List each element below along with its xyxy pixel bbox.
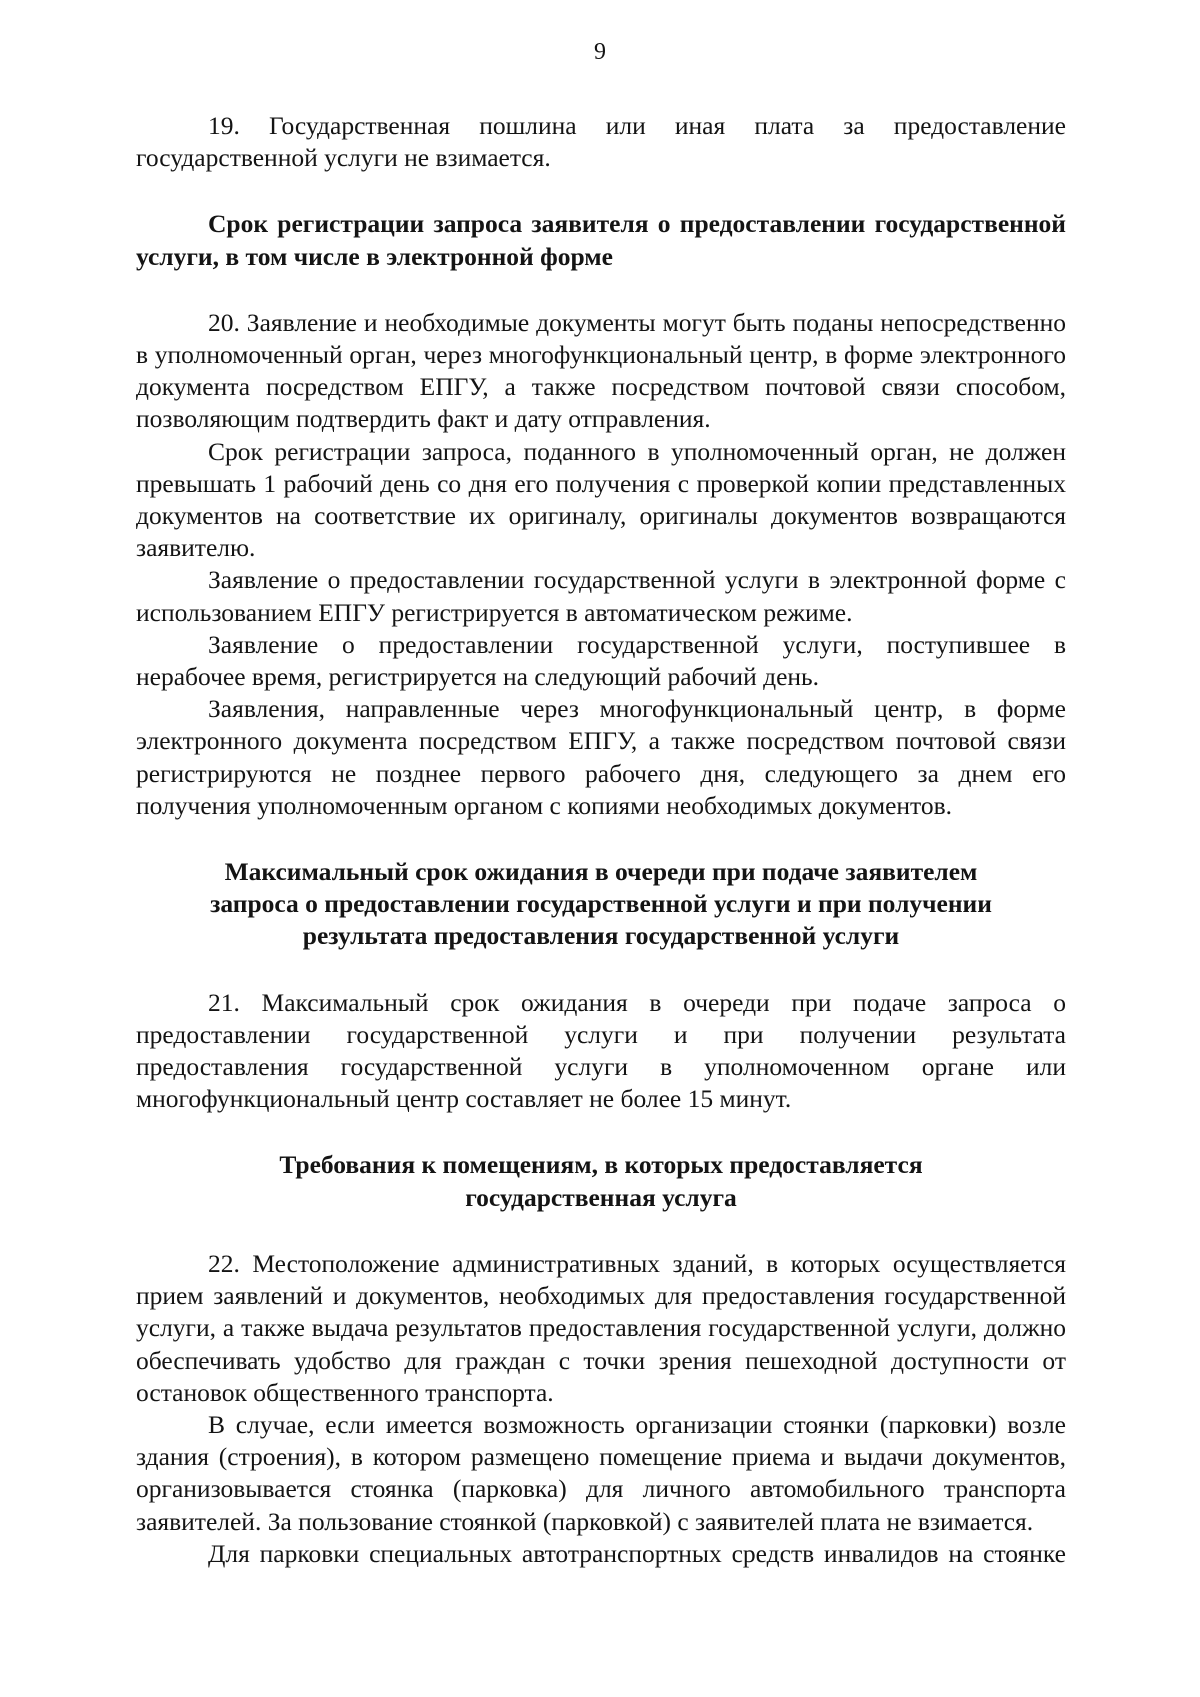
heading-line: государственная услуга [465,1182,737,1212]
paragraph-21: 21. Максимальный срок ожидания в очереди при подаче запроса о предоставлении государственной услуги и при получении результата предоставления государственной услуги в уполномоченном органе или многофункциональный центр составляет не более 15 минут. [136,987,1066,1114]
paragraph-19: 19. Государственная пошлина или иная плата за предоставление государственной услуги не взимается. [136,111,1066,173]
paragraph-registration-deadline: Срок регистрации запроса, поданного в уполномоченный орган, не должен превышать 1 рабочий день со дня его получения с проверкой копии представленных документов на соответствие их оригиналу, оригиналы документов возвращаются заявителю. [136,436,1066,563]
heading-line: Максимальный срок ожидания в очереди при подаче заявителем [224,857,978,887]
paragraph-20: 20. Заявление и необходимые документы могут быть поданы непосредственно в уполномоченный орган, через многофункциональный центр, в форме электронного документа посредством ЕПГУ, а также посредством почтовой связи способом, позволяющим подтвердить факт и дату отправления. [136,307,1066,434]
section-heading-queue-waiting [136,856,1066,953]
section-heading-premises-requirements [136,1149,1066,1213]
paragraph-electronic-registration: Заявление о предоставлении государственной услуги в электронной форме с использованием ЕПГУ регистрируется в автоматическом режиме. [136,565,1066,627]
paragraph-non-working-time: Заявление о предоставлении государственной услуги, поступившее в нерабочее время, регистрируется на следующий рабочий день. [136,629,1066,692]
heading-line: Требования к помещениям, в которых предоставляется [279,1150,923,1180]
document-body [136,110,1066,1570]
paragraph-disabled-parking: Для парковки специальных автотранспортных средств инвалидов на стоянке [208,1538,1066,1568]
heading-line: запроса о предоставлении государственной услуги и при получении [210,889,992,919]
page-number: 9 [594,39,606,65]
paragraph-parking: В случае, если имеется возможность организации стоянки (парковки) возле здания (строения), в котором размещено помещение приема и выдачи документов, организовывается стоянка (парковка) для личного автомобильного транспорта заявителей. За пользование стоянкой (парковкой) с заявителей плата не взимается. [136,1409,1066,1536]
heading-line: результата предоставления государственной услуги [302,921,900,951]
paragraph-mfc-registration: Заявления, направленные через многофункциональный центр, в форме электронного документа посредством ЕПГУ, а также посредством почтовой связи регистрируются не позднее первого рабочего дня, следующего за днем его получения уполномоченным органом с копиями необходимых документов. [136,694,1066,820]
paragraph-22: 22. Местоположение административных зданий, в которых осуществляется прием заявлений и документов, необходимых для предоставления государственной услуги, а также выдача результатов предоставления государственной услуги, должно обеспечивать удобство для граждан с точки зрения пешеходной доступности от остановок общественного транспорта. [136,1248,1066,1407]
section-heading-registration-term: Срок регистрации запроса заявителя о предоставлении государственной услуги, в том числе в электронной форме [136,209,1066,271]
